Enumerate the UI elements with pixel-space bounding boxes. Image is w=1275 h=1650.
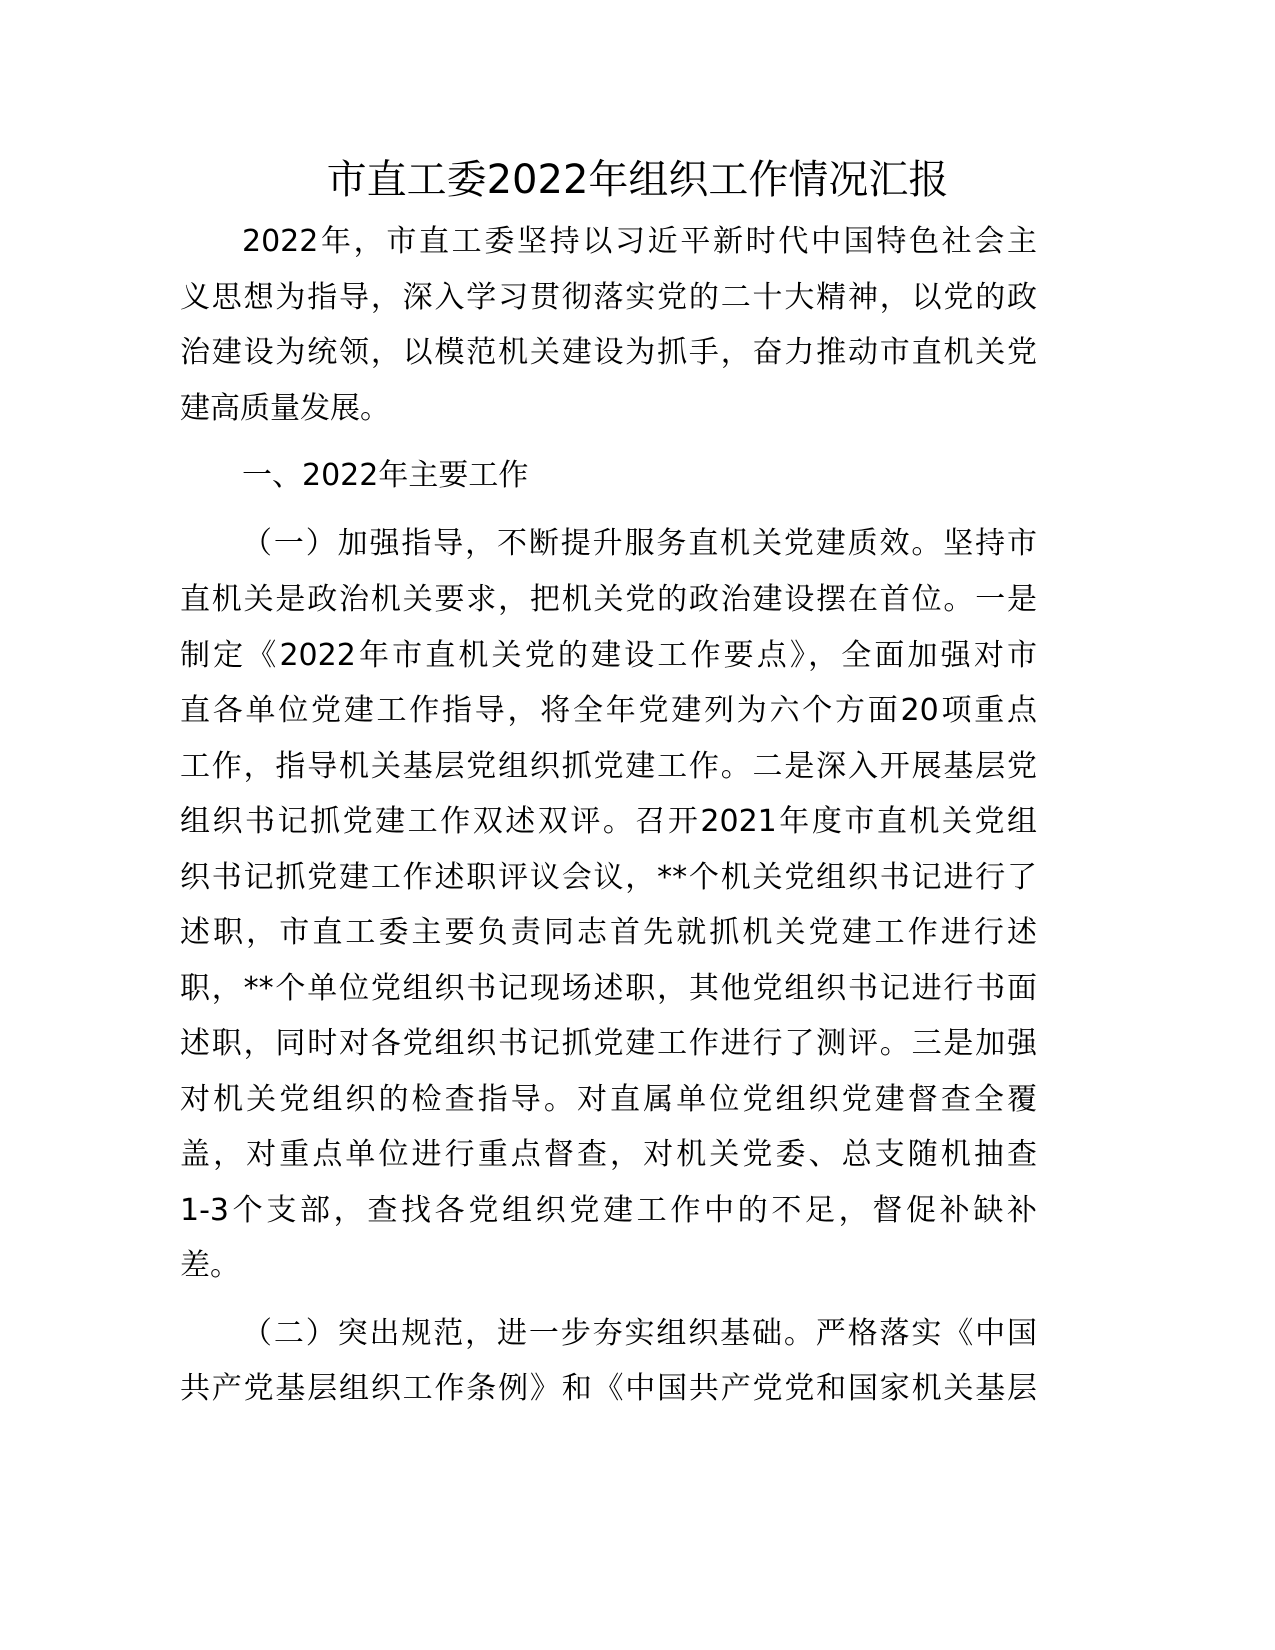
paragraph-line: 组织书记抓党建工作双述双评。召开2021年度市直机关党组	[180, 804, 1037, 839]
paragraph-line: 建高质量发展。	[180, 391, 390, 426]
paragraph-line: 义思想为指导，深入学习贯彻落实党的二十大精神，以党的政	[180, 280, 1037, 315]
paragraph-line: 工作，指导机关基层党组织抓党建工作。二是深入开展基层党	[180, 749, 1037, 784]
paragraph-line: （一）加强指导，不断提升服务直机关党建质效。坚持市	[242, 526, 1037, 561]
paragraph-line: 直机关是政治机关要求，把机关党的政治建设摆在首位。一是	[180, 582, 1037, 617]
paragraph-line: 治建设为统领，以模范机关建设为抓手，奋力推动市直机关党	[180, 335, 1037, 370]
paragraph-line: 共产党基层组织工作条例》和《中国共产党党和国家机关基层	[180, 1371, 1037, 1406]
paragraph-line: 对机关党组织的检查指导。对直属单位党组织党建督查全覆	[180, 1082, 1037, 1117]
paragraph-line: 述职，市直工委主要负责同志首先就抓机关党建工作进行述	[180, 915, 1037, 950]
paragraph-line: 述职，同时对各党组织书记抓党建工作进行了测评。三是加强	[180, 1026, 1037, 1061]
paragraph-line: 制定《2022年市直机关党的建设工作要点》，全面加强对市	[180, 638, 1037, 673]
paragraph-line: 差。	[180, 1248, 240, 1283]
paragraph-line: 盖，对重点单位进行重点督查，对机关党委、总支随机抽查	[180, 1137, 1037, 1172]
paragraph-line: 职，**个单位党组织书记现场述职，其他党组织书记进行书面	[180, 971, 1037, 1006]
paragraph-line: 1-3个支部，查找各党组织党建工作中的不足，督促补缺补	[180, 1193, 1037, 1228]
paragraph-line: （二）突出规范，进一步夯实组织基础。严格落实《中国	[242, 1316, 1037, 1351]
document-title: 市直工委2022年组织工作情况汇报	[326, 157, 949, 203]
paragraph-line: 直各单位党建工作指导，将全年党建列为六个方面20项重点	[180, 693, 1037, 728]
paragraph-line: 2022年，市直工委坚持以习近平新时代中国特色社会主	[242, 224, 1037, 259]
paragraph-line: 织书记抓党建工作述职评议会议，**个机关党组织书记进行了	[180, 860, 1037, 895]
section-heading: 一、2022年主要工作	[242, 458, 529, 493]
